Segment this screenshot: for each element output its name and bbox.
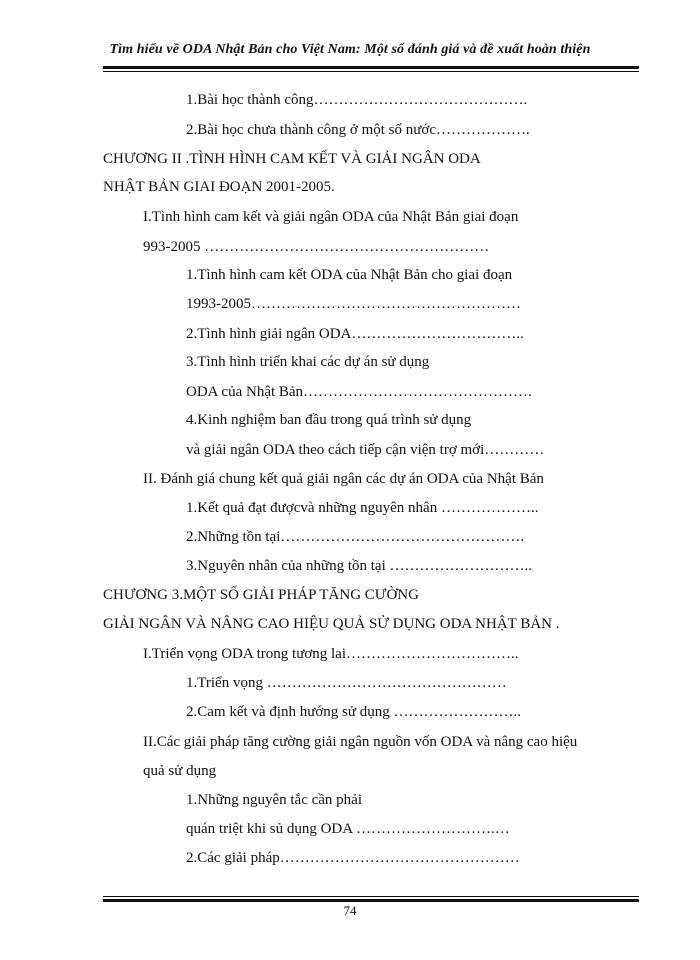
header-rule-thin [103, 71, 639, 72]
toc-entry: 1.Tình hình cam kết ODA của Nhật Bản cho giai đoạn [186, 267, 513, 283]
toc-chapter-heading: CHƯƠNG 3.MỘT SỐ GIẢI PHÁP TĂNG CƯỜNG [103, 587, 419, 603]
toc-entry: 4.Kinh nghiệm ban đầu trong quá trình sử dụng [186, 412, 472, 428]
toc-section: 993-2005 ………………………………………………… [143, 239, 490, 255]
toc-entry: 2.Các giải pháp………………………………………… [186, 850, 520, 866]
toc-entry: 2.Tình hình giải ngân ODA…………………………….. [186, 326, 524, 342]
footer-rule-thin [103, 896, 639, 897]
toc-entry: 3.Tình hình triển khai các dự án sử dụng [186, 354, 430, 370]
toc-entry: ODA của Nhật Bản………………………………………. [186, 384, 532, 400]
toc-entry: và giải ngân ODA theo cách tiếp cận viện trợ mới………… [186, 442, 545, 458]
toc-section: quả sử dụng [143, 763, 217, 779]
running-header-title: Tìm hiểu về ODA Nhật Bản cho Việt Nam: Một số đánh giá và đề xuất hoàn thiện [109, 42, 591, 57]
toc-section: II.Các giải pháp tăng cường giải ngân nguồn vốn ODA và nâng cao hiệu [143, 734, 578, 750]
toc-entry: 1.Những nguyên tắc cần phải [186, 792, 362, 808]
toc-entry: 3.Nguyên nhân của những tồn tại ……………………….. [186, 558, 533, 574]
page-number: 74 [343, 903, 357, 918]
toc-chapter-heading: CHƯƠNG II .TÌNH HÌNH CAM KẾT VÀ GIẢI NGÂN ODA [103, 151, 481, 167]
toc-entry: quán triệt khi sủ dụng ODA ……………………….… [186, 821, 510, 837]
toc-chapter-heading: GIẢI NGÂN VÀ NÂNG CAO HIỆU QUẢ SỬ DỤNG ODA NHẬT BẢN . [103, 616, 560, 632]
toc-entry: 1993-2005……………………………………………… [186, 296, 521, 312]
header-rule-thick [103, 66, 639, 69]
toc-section: II. Đánh giá chung kết quả giải ngân các dự án ODA của Nhật Bản [143, 471, 544, 487]
toc-section: I.Triển vọng ODA trong tương lai…………………………….. [143, 646, 519, 662]
toc-entry: 2.Những tồn tại…………………………………………. [186, 529, 525, 545]
toc-entry: 1.Kết quả đạt đượcvà những nguyên nhân ……………….. [186, 500, 539, 516]
toc-entry: 1.Bài học thành công……………………………………. [186, 92, 528, 108]
toc-chapter-heading: NHẬT BẢN GIAI ĐOẠN 2001-2005. [103, 179, 335, 195]
toc-entry: 1.Triển vọng ………………………………………… [186, 675, 507, 691]
toc-entry: 2.Cam kết và định hướng sử dụng …………………….. [186, 704, 522, 720]
toc-entry: 2.Bài học chưa thành công ở một số nước………………. [186, 122, 530, 138]
footer-rule-thick [103, 899, 639, 902]
toc-section: I.Tình hình cam kết và giải ngân ODA của Nhật Bản giai đoạn [143, 209, 519, 225]
